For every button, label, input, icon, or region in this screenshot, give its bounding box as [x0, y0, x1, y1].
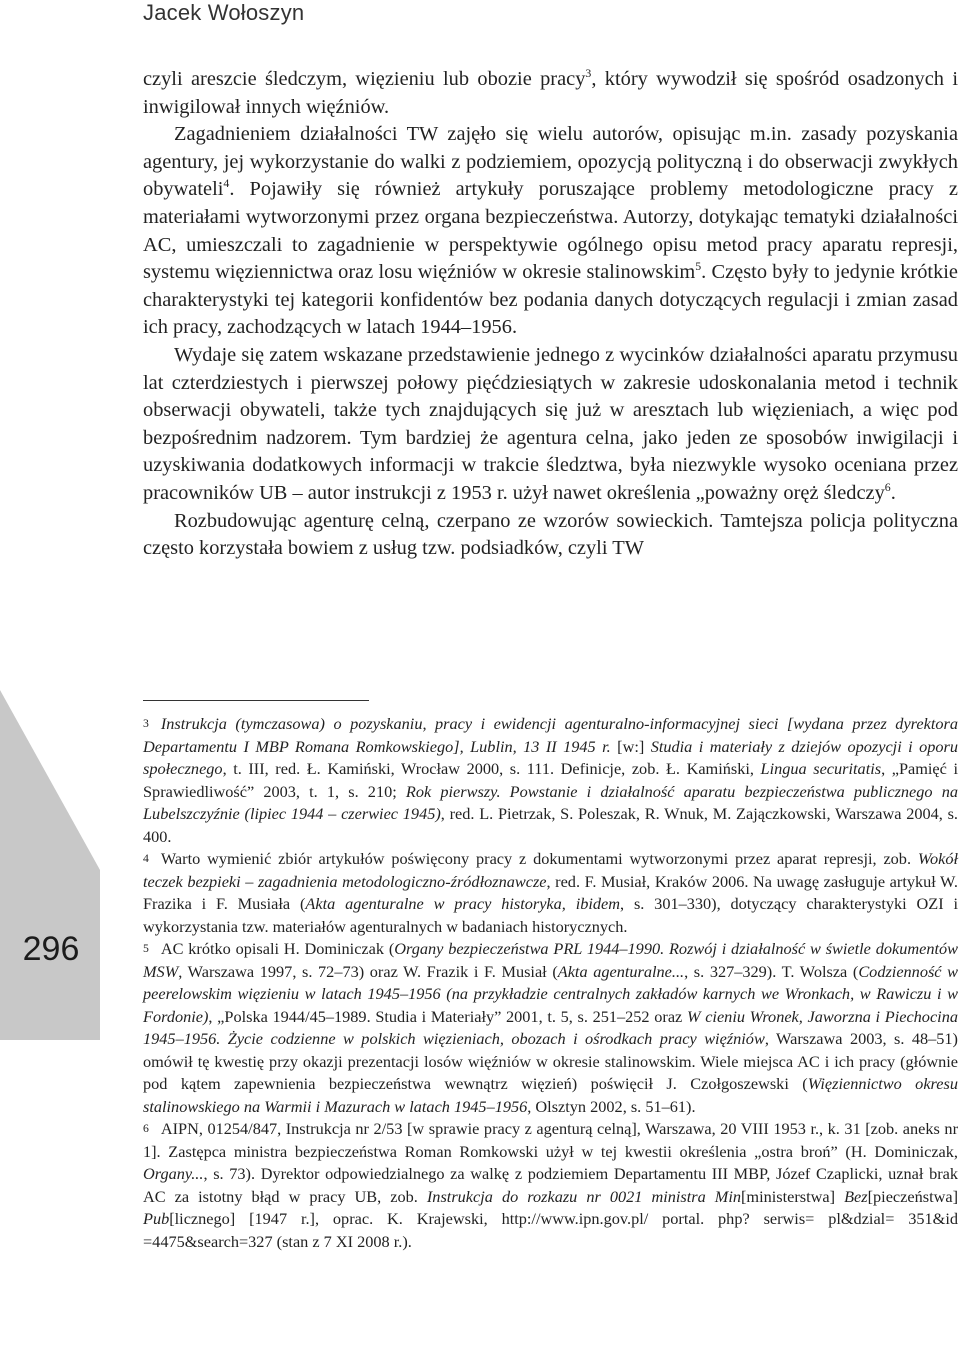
footnotes — [143, 713, 958, 1253]
text-run: Wokół teczek bezpieki – zagadnienia metodologiczno-źródłoznawcze — [143, 849, 958, 891]
text-run: AIPN, 01254/847, Instrukcja nr 2/53 [w sprawie pracy z agenturą celną], Warszawa, 20 VIII 1953 r., k. 31 [zob. aneks nr 1]. Zastępca ministra bezpieczeństwa Roman Romkowski użył w tej kwestii określenia „ostra broń” (H. Dominiczak, — [143, 1119, 958, 1161]
text-run: [licznego] [1947 r.], oprac. K. Krajewski, http://www.ipn.gov.pl/ portal. php? serwis= pl&dzial= 351&id =4475&search=327 (stan z 7 XI 2008 r.). — [143, 1209, 958, 1251]
footnote-separator — [143, 700, 369, 701]
footnote-3 — [143, 713, 958, 848]
footnote-ref-6[interactable]: 6 — [884, 480, 891, 495]
paragraph-2 — [143, 121, 958, 342]
text-run: Zagadnieniem działalności TW zajęło się wielu autorów, opisując m.in. zasady pozyskania agentury, jej wykorzystanie do walki z podziemiem, opozycją polityczną i do obserwacji zwykłych obywateli — [143, 123, 958, 201]
footnote-4 — [143, 848, 958, 938]
text-run: W cieniu Wronek, Jaworzna i Piechocina 1945–1956. Życie codzienne w polskich więzieniach, obozach i ośrodkach pracy więźniów — [143, 1006, 958, 1048]
text-run: [ministerstwa] — [741, 1186, 845, 1206]
ribbon-shape — [0, 690, 100, 1040]
paragraph-3 — [143, 342, 958, 508]
text-run: Akta agenturalne w pracy historyka, ibidem — [305, 894, 621, 913]
footnote-ref-4[interactable]: 4 — [223, 176, 230, 191]
text-run: Instrukcja do rozkazu nr 0021 ministra Min — [426, 1186, 741, 1206]
text-run: Lingua securitatis — [760, 759, 882, 778]
text-run: , Warszawa 2003, s. 48–51) omówił tę kwestię przy okazji prezentacji losów więźniów w okresie stalinowskim. Wiele miejsca AC i ich pracy (głównie pod kątem zapewnienia bezpieczeństwa wewnątrz więzień) poświęcił J. Czołgoszewski ( — [143, 1029, 958, 1093]
text-run: , Olsztyn 2002, s. 51–61). — [527, 1096, 696, 1116]
text-run: , s. 301–330), dotyczący charakterystyki OZI i wykorzystania tzw. materiałów agenturalnych w badaniach historycznych. — [143, 894, 959, 936]
text-run: Więziennictwo okresu stalinowskiego na Warmii i Mazurach w latach 1945–1956 — [143, 1074, 958, 1116]
footnote-ref-3[interactable]: 3 — [585, 66, 592, 81]
text-run: [w:] — [610, 736, 651, 756]
text-run: , „Pamięć i Sprawiedliwość” 2003, t. 1, s. 210; — [143, 759, 958, 801]
main-text — [143, 66, 958, 563]
text-run: . — [890, 481, 896, 504]
text-run: Instrukcja (tymczasowa) o pozyskaniu, pracy i ewidencji agenturalno-informacyjnej sieci [wydana przez dyrektora Departamentu I MBP Romana Romkowskiego], Lublin, 13 II 1945 r. — [143, 714, 958, 756]
text-run: , red. F. Musiał, Kraków 2006. Na uwagę zasługuje artykuł W. Frazika i F. Musiała ( — [143, 871, 959, 913]
text-run: . Często były to jedynie krótkie charakterystyki tej kategorii konfidentów bez podania danych dotyczących regulacji i zmian zasad ich pracy, zachodzących w latach 1944–1956. — [143, 261, 958, 339]
text-run: , t. III, red. Ł. Kamiński, Wrocław 2000, s. 111. Definicje, zob. Ł. Kamiński, — [222, 759, 761, 778]
text-run: . Pojawiły się również artykuły poruszające problemy metodologiczne pracy z materiałami wytworzonymi przez organa bezpieczeństwa. Autorzy, dotykając tematyki działalności AC, umieszczali to zagadnienie w perspektywie ogólnego opisu metod pracy aparatu represji, systemu więziennictwa oraz losu więźniów w okresie stalinowskim — [143, 178, 958, 284]
page-number: 296 — [22, 930, 80, 968]
footnote-ref-5[interactable]: 5 — [695, 259, 702, 274]
footnote-mark: 6 — [143, 1122, 149, 1135]
text-run: Pub — [143, 1209, 170, 1228]
text-run: czyli areszcie śledczym, więzieniu lub obozie pracy — [143, 68, 586, 90]
text-run: , który wywodził się spośród osadzonych i inwigilował innych więźniów. — [143, 68, 958, 118]
footnote-mark: 3 — [143, 717, 149, 730]
text-run: Codzienność w peerelowskim więzieniu w latach 1945–1956 (na przykładzie centralnych zakładów karnych we Wronkach, w Rawiczu i w Fordonie) — [143, 961, 959, 1026]
text-run: Rok pierwszy. Powstanie i działalność aparatu bezpieczeństwa publicznego na Lubelszczyźnie (lipiec 1944 – czerwiec 1945) — [143, 781, 958, 823]
page-number-ribbon — [0, 690, 100, 1040]
text-run: , red. L. Pietrzak, S. Poleszak, R. Wnuk, M. Zajączkowski, Warszawa 2004, s. 400. — [143, 804, 959, 846]
text-run: Studia i materiały z dziejów opozycji i oporu społecznego — [143, 736, 958, 778]
text-run: , „Polska 1944/45–1989. Studia i Materiały” 2001, t. 5, s. 251–252 oraz — [208, 1006, 687, 1026]
text-run: , Warszawa 1997, s. 72–73) oraz W. Frazik i F. Musiał ( — [178, 961, 558, 981]
footnote-5 — [143, 938, 958, 1118]
footnote-mark: 5 — [143, 942, 149, 955]
text-run: Organy bezpieczeństwa PRL 1944–1990. Rozwój i działalność w świetle dokumentów MSW — [143, 939, 959, 981]
footnote-6 — [143, 1118, 958, 1253]
text-run: [pieczeństwa] — [867, 1186, 959, 1206]
text-run: Organy... — [143, 1164, 204, 1183]
text-run: Wydaje się zatem wskazane przedstawienie jednego z wycinków działalności aparatu przymusu lat czterdziestych i pierwszej połowy pięćdziesiątych w zakresie udoskonalania metod i technik obserwacji obywateli, także tych znajdujących się już w aresztach lub więzieniach, a więc pod bezpośrednim nadzorem. Tym bardziej że agentura celna, jako jeden ze sposobów inwigilacji i uzyskiwania dodatkowych informacji w trakcie śledztwa, była niezwykle wysoko oceniana przez pracowników UB – autor instrukcji z 1953 r. użył nawet określenia „poważny oręż śledczy — [143, 343, 958, 504]
text-run: , s. 327–329). T. Wolsza ( — [684, 961, 859, 981]
footnote-mark: 4 — [143, 852, 149, 865]
text-run: Bez — [844, 1186, 868, 1206]
paragraph-1 — [143, 66, 958, 121]
text-run: Warto wymienić zbiór artykułów poświęcony pracy z dokumentami wytworzonymi przez aparat represji, zob. — [160, 849, 918, 868]
text-run: AC krótko opisali H. Dominiczak ( — [160, 939, 395, 958]
text-run: Akta agenturalne... — [557, 961, 685, 981]
paragraph-4: Rozbudowując agenturę celną, czerpano ze wzorów sowieckich. Tamtejsza policja polityczna często korzystała bowiem z usług tzw. podsiadków, czyli TW — [143, 509, 958, 560]
text-run: , s. 73). Dyrektor odpowiedzialnego za walkę z podziemiem Departamentu III MBP, Józef Czaplicki, uznał brak AC za istotny błąd w pracy UB, zob. — [143, 1164, 958, 1206]
running-head: Jacek Wołoszyn — [143, 0, 305, 25]
